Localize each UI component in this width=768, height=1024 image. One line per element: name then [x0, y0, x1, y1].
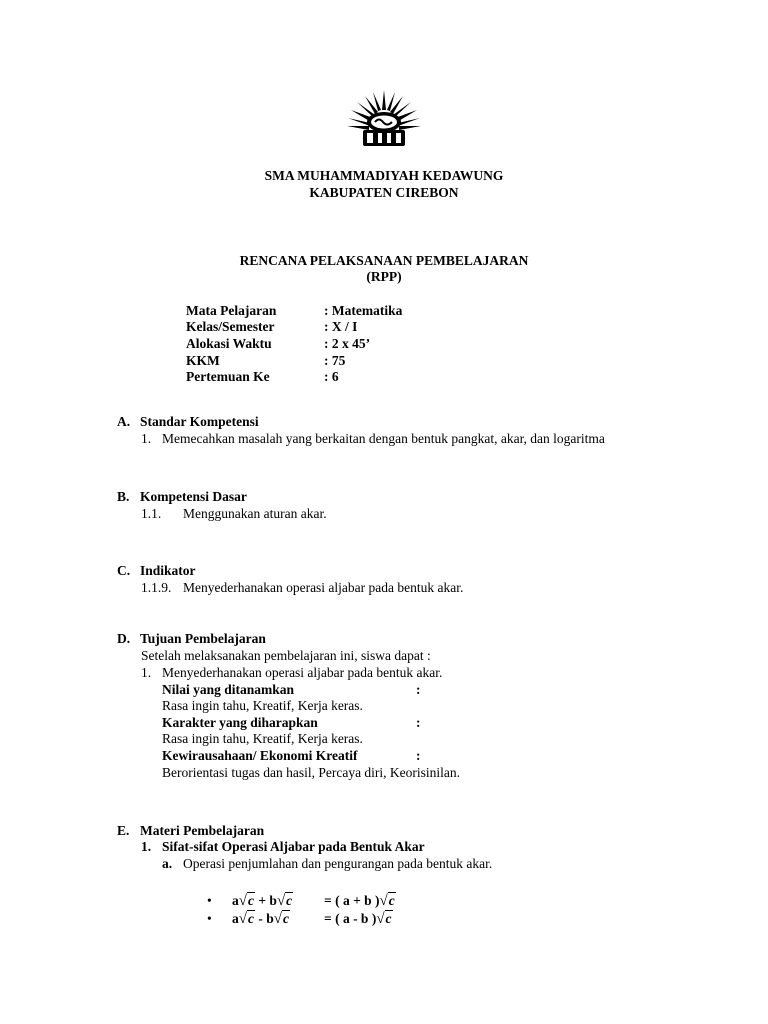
- info-label: Alokasi Waktu: [186, 336, 272, 351]
- item-number: 1.: [141, 665, 152, 680]
- info-value: : Matematika: [324, 303, 403, 318]
- info-label: Kelas/Semester: [186, 319, 275, 334]
- document-abbreviation: (RPP): [366, 269, 402, 284]
- section-letter: D.: [117, 631, 131, 646]
- section-a-text: Memecahkan masalah yang berkaitan dengan bentuk pangkat, akar, dan logaritma: [162, 431, 605, 446]
- document-title: RENCANA PELAKSANAAN PEMBELAJARAN: [239, 253, 529, 268]
- sub-letter: a.: [162, 856, 173, 871]
- section-e-title: Materi Pembelajaran: [140, 823, 265, 838]
- section-b-title: Kompetensi Dasar: [140, 489, 247, 504]
- item-number: 1.1.9.: [141, 580, 172, 595]
- school-name: SMA MUHAMMADIYAH KEDAWUNG: [264, 168, 504, 183]
- item-number: 1.: [141, 431, 152, 446]
- section-c-text: Menyederhanakan operasi aljabar pada bentuk akar.: [183, 580, 464, 595]
- school-region: KABUPATEN CIREBON: [309, 185, 459, 200]
- bullet: •: [207, 911, 212, 926]
- value-label: Karakter yang diharapkan: [162, 715, 318, 730]
- section-letter: E.: [117, 823, 130, 838]
- value-colon: :: [416, 748, 421, 763]
- section-letter: B.: [117, 489, 130, 504]
- value-colon: :: [416, 682, 421, 697]
- muhammadiyah-logo-icon: [345, 88, 423, 148]
- section-letter: A.: [117, 414, 131, 429]
- info-value: : 75: [324, 353, 346, 368]
- info-value: : 2 x 45’: [324, 336, 371, 351]
- section-letter: C.: [117, 563, 131, 578]
- item-number: 1.: [141, 839, 152, 854]
- value-text: Rasa ingin tahu, Kreatif, Kerja keras.: [162, 698, 363, 713]
- formula-lhs: a√c + b√c: [232, 893, 293, 909]
- info-label: Pertemuan Ke: [186, 369, 270, 384]
- section-d-text: Menyederhanakan operasi aljabar pada bentuk akar.: [162, 665, 443, 680]
- item-number: 1.1.: [141, 506, 162, 521]
- value-label: Nilai yang ditanamkan: [162, 682, 295, 697]
- section-d-intro: Setelah melaksanakan pembelajaran ini, siswa dapat :: [141, 648, 431, 663]
- info-label: Mata Pelajaran: [186, 303, 277, 318]
- section-b-text: Menggunakan aturan akar.: [183, 506, 327, 521]
- info-label: KKM: [186, 353, 220, 368]
- section-e-subtext: Operasi penjumlahan dan pengurangan pada bentuk akar.: [183, 856, 493, 871]
- info-value: : X / I: [324, 319, 358, 334]
- formula-lhs: a√c - b√c: [232, 911, 289, 927]
- formula-rhs: = ( a - b )√c: [324, 911, 392, 927]
- value-text: Rasa ingin tahu, Kreatif, Kerja keras.: [162, 731, 363, 746]
- section-d-title: Tujuan Pembelajaran: [140, 631, 266, 646]
- info-value: : 6: [324, 369, 339, 384]
- value-text: Berorientasi tugas dan hasil, Percaya diri, Keorisinilan.: [162, 765, 461, 780]
- section-c-title: Indikator: [140, 563, 196, 578]
- section-e-subtitle: Sifat-sifat Operasi Aljabar pada Bentuk Akar: [162, 839, 425, 854]
- section-a-title: Standar Kompetensi: [140, 414, 259, 429]
- formula-rhs: = ( a + b )√c: [324, 893, 395, 909]
- value-colon: :: [416, 715, 421, 730]
- value-label: Kewirausahaan/ Ekonomi Kreatif: [162, 748, 358, 763]
- bullet: •: [207, 893, 212, 908]
